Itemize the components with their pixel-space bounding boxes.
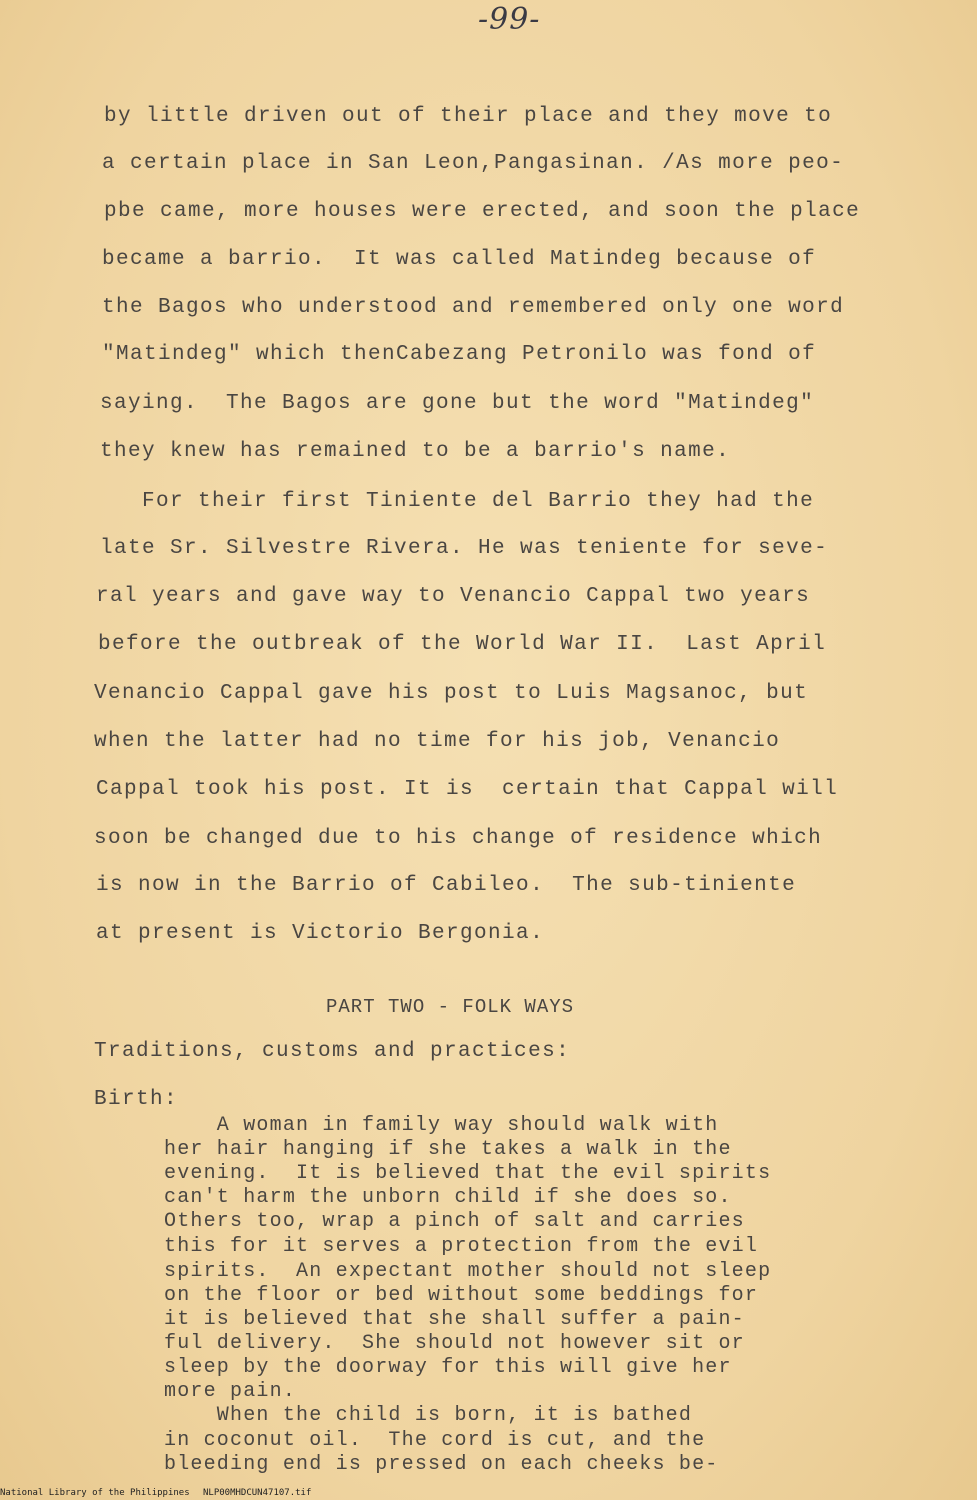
birth-line: on the floor or bed without some beddings for [164,1284,759,1307]
paragraph2-line: before the outbreak of the World War II. Last April [98,633,827,656]
paragraph2-line: when the latter had no time for his job, Venancio [94,730,781,753]
paragraph1-line: by little driven out of their place and they move to [104,105,833,128]
paragraph2-line: at present is Victorio Bergonia. [96,922,545,945]
birth-line: spirits. An expectant mother should not sleep [164,1260,772,1283]
paragraph2-line: is now in the Barrio of Cabileo. The sub-tiniente [96,874,797,897]
birth-line: When the child is born, it is bathed [164,1404,693,1427]
birth-line: A woman in family way should walk with [164,1114,719,1137]
paragraph1-line: the Bagos who understood and remembered only one word [102,296,845,319]
birth-line: sleep by the doorway for this will give her [164,1356,732,1379]
birth-line: in coconut oil. The cord is cut, and the [164,1429,706,1452]
footer-file-id: NLP00MHDCUN47107.tif [203,1488,312,1498]
paragraph2-line: ral years and gave way to Venancio Cappal two years [96,585,811,608]
birth-line: it is believed that she shall suffer a pain- [164,1308,745,1331]
page-number: -99- [478,2,541,37]
footer-library: National Library of the Philippines [0,1488,190,1498]
paragraph2-line: soon be changed due to his change of residence which [94,827,823,850]
birth-label: Birth: [94,1088,179,1111]
birth-line: more pain. [164,1380,297,1403]
section-label: Traditions, customs and practices: [94,1040,571,1063]
birth-line: can't harm the unborn child if she does so. [164,1186,732,1209]
birth-line: ful delivery. She should not however sit or [164,1332,745,1355]
birth-line: her hair hanging if she takes a walk in the [164,1138,732,1161]
paragraph1-line: became a barrio. It was called Matindeg because of [102,248,817,271]
part-heading: PART TWO - FOLK WAYS [326,996,575,1018]
paragraph1-line: they knew has remained to be a barrio's name. [100,440,731,463]
birth-line: evening. It is believed that the evil spirits [164,1162,772,1185]
paragraph1-line: pbe came, more houses were erected, and soon the place [104,200,861,223]
birth-line: this for it serves a protection from the evil [164,1235,759,1258]
paragraph2-line: Venancio Cappal gave his post to Luis Magsanoc, but [94,682,809,705]
birth-line: Others too, wrap a pinch of salt and carries [164,1210,745,1233]
paragraph2-line: For their first Tiniente del Barrio they had the [100,490,815,513]
paragraph2-line: late Sr. Silvestre Rivera. He was teniente for seve- [100,537,829,560]
paragraph2-line: Cappal took his post. It is certain that Cappal will [96,778,839,801]
paragraph1-line: a certain place in San Leon,Pangasinan. /As more peo- [102,152,845,175]
paragraph1-line: "Matindeg" which thenCabezang Petronilo was fond of [102,343,817,366]
birth-line: bleeding end is pressed on each cheeks be- [164,1453,719,1476]
paragraph1-line: saying. The Bagos are gone but the word "Matindeg" [100,392,815,415]
